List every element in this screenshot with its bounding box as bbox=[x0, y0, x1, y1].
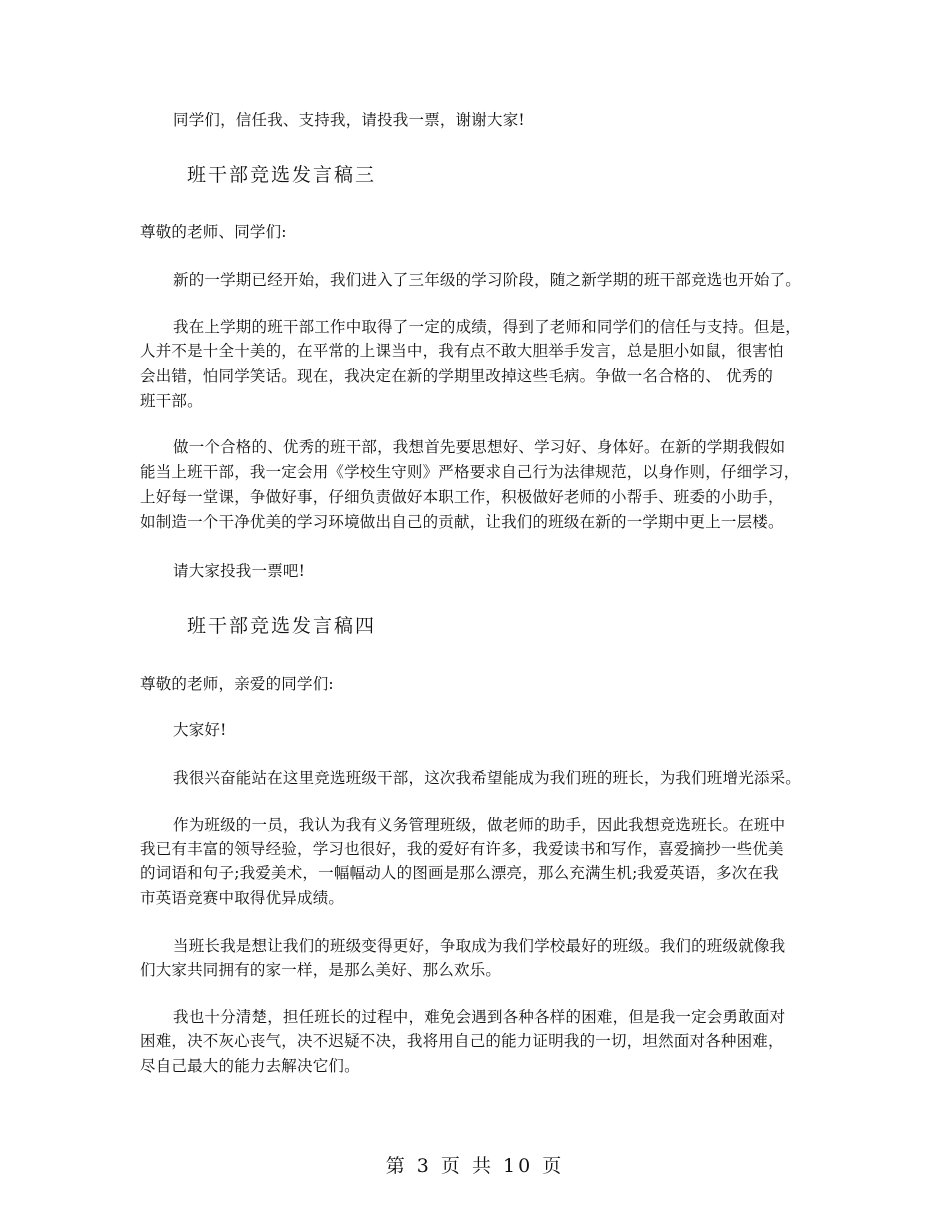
closing-line: 同学们，信任我、支持我，请投我一票，谢谢大家! bbox=[173, 111, 525, 129]
paragraph-4-3-line-4: 市英语竞赛中取得优异成绩。 bbox=[140, 889, 345, 907]
greeting-3: 尊敬的老师、同学们: bbox=[140, 223, 287, 241]
paragraph-4-3-line-3: 的词语和句子;我爱美术，一幅幅动人的图画是那么漂亮，那么充满生机;我爱英语，多次在我 bbox=[140, 864, 779, 882]
section-heading-4: 班干部竞选发言稿四 bbox=[187, 615, 377, 637]
paragraph-3-2-line-4: 班干部。 bbox=[140, 392, 203, 410]
paragraph-3-3-line-4: 如制造一个干净优美的学习环境做出自己的贡献，让我们的班级在新的一学期中更上一层楼。 bbox=[140, 513, 784, 531]
greeting-4: 尊敬的老师，亲爱的同学们: bbox=[140, 675, 334, 693]
section-heading-3: 班干部竞选发言稿三 bbox=[187, 164, 377, 186]
paragraph-4-4-line-1: 当班长我是想让我们的班级变得更好，争取成为我们学校最好的班级。我们的班级就像我 bbox=[173, 937, 786, 955]
paragraph-3-2-line-1: 我在上学期的班干部工作中取得了一定的成绩，得到了老师和同学们的信任与支持。但是， bbox=[173, 318, 802, 336]
paragraph-4-3-line-1: 作为班级的一员，我认为我有义务管理班级，做老师的助手，因此我想竞选班长。在班中 bbox=[173, 816, 786, 834]
paragraph-3-3-line-3: 上好每一堂课，争做好事，仔细负责做好本职工作，积极做好老师的小帮手、班委的小助手， bbox=[140, 488, 784, 506]
paragraph-4-1: 大家好! bbox=[173, 721, 227, 739]
page-number-footer: 第 3 页 共 10 页 bbox=[385, 1155, 565, 1177]
paragraph-3-2-line-2: 人并不是十全十美的，在平常的上课当中，我有点不敢大胆举手发言，总是胆小如鼠，很害怕 bbox=[140, 342, 784, 360]
paragraph-4-4-line-2: 们大家共同拥有的家一样，是那么美好、那么欢乐。 bbox=[140, 961, 502, 979]
paragraph-3-2-line-3: 会出错，怕同学笑话。现在，我决定在新的学期里改掉这些毛病。争做一名合格的、 优秀的 bbox=[140, 367, 774, 385]
paragraph-4-2: 我很兴奋能站在这里竞选班级干部，这次我希望能成为我们班的班长，为我们班增光添采。 bbox=[173, 769, 802, 787]
paragraph-3-3-line-2: 能当上班干部，我一定会用《学校生守则》严格要求自己行为法律规范，以身作则，仔细学习， bbox=[140, 463, 800, 481]
paragraph-3-4: 请大家投我一票吧! bbox=[173, 562, 306, 580]
paragraph-4-5-line-3: 尽自己最大的能力去解决它们。 bbox=[140, 1057, 360, 1075]
paragraph-4-3-line-2: 我已有丰富的领导经验，学习也很好，我的爱好有许多，我爱读书和写作，喜爱摘抄一些优美 bbox=[140, 840, 784, 858]
paragraph-3-3-line-1: 做一个合格的、优秀的班干部，我想首先要思想好、学习好、身体好。在新的学期我假如 bbox=[173, 438, 786, 456]
paragraph-4-5-line-2: 困难，决不灰心丧气，决不迟疑不决，我将用自己的能力证明我的一切，坦然面对各种困难， bbox=[140, 1032, 784, 1050]
paragraph-4-5-line-1: 我也十分清楚，担任班长的过程中，难免会遇到各种各样的困难，但是我一定会勇敢面对 bbox=[173, 1008, 786, 1026]
paragraph-3-1: 新的一学期已经开始，我们进入了三年级的学习阶段，随之新学期的班干部竞选也开始了。 bbox=[173, 271, 802, 289]
